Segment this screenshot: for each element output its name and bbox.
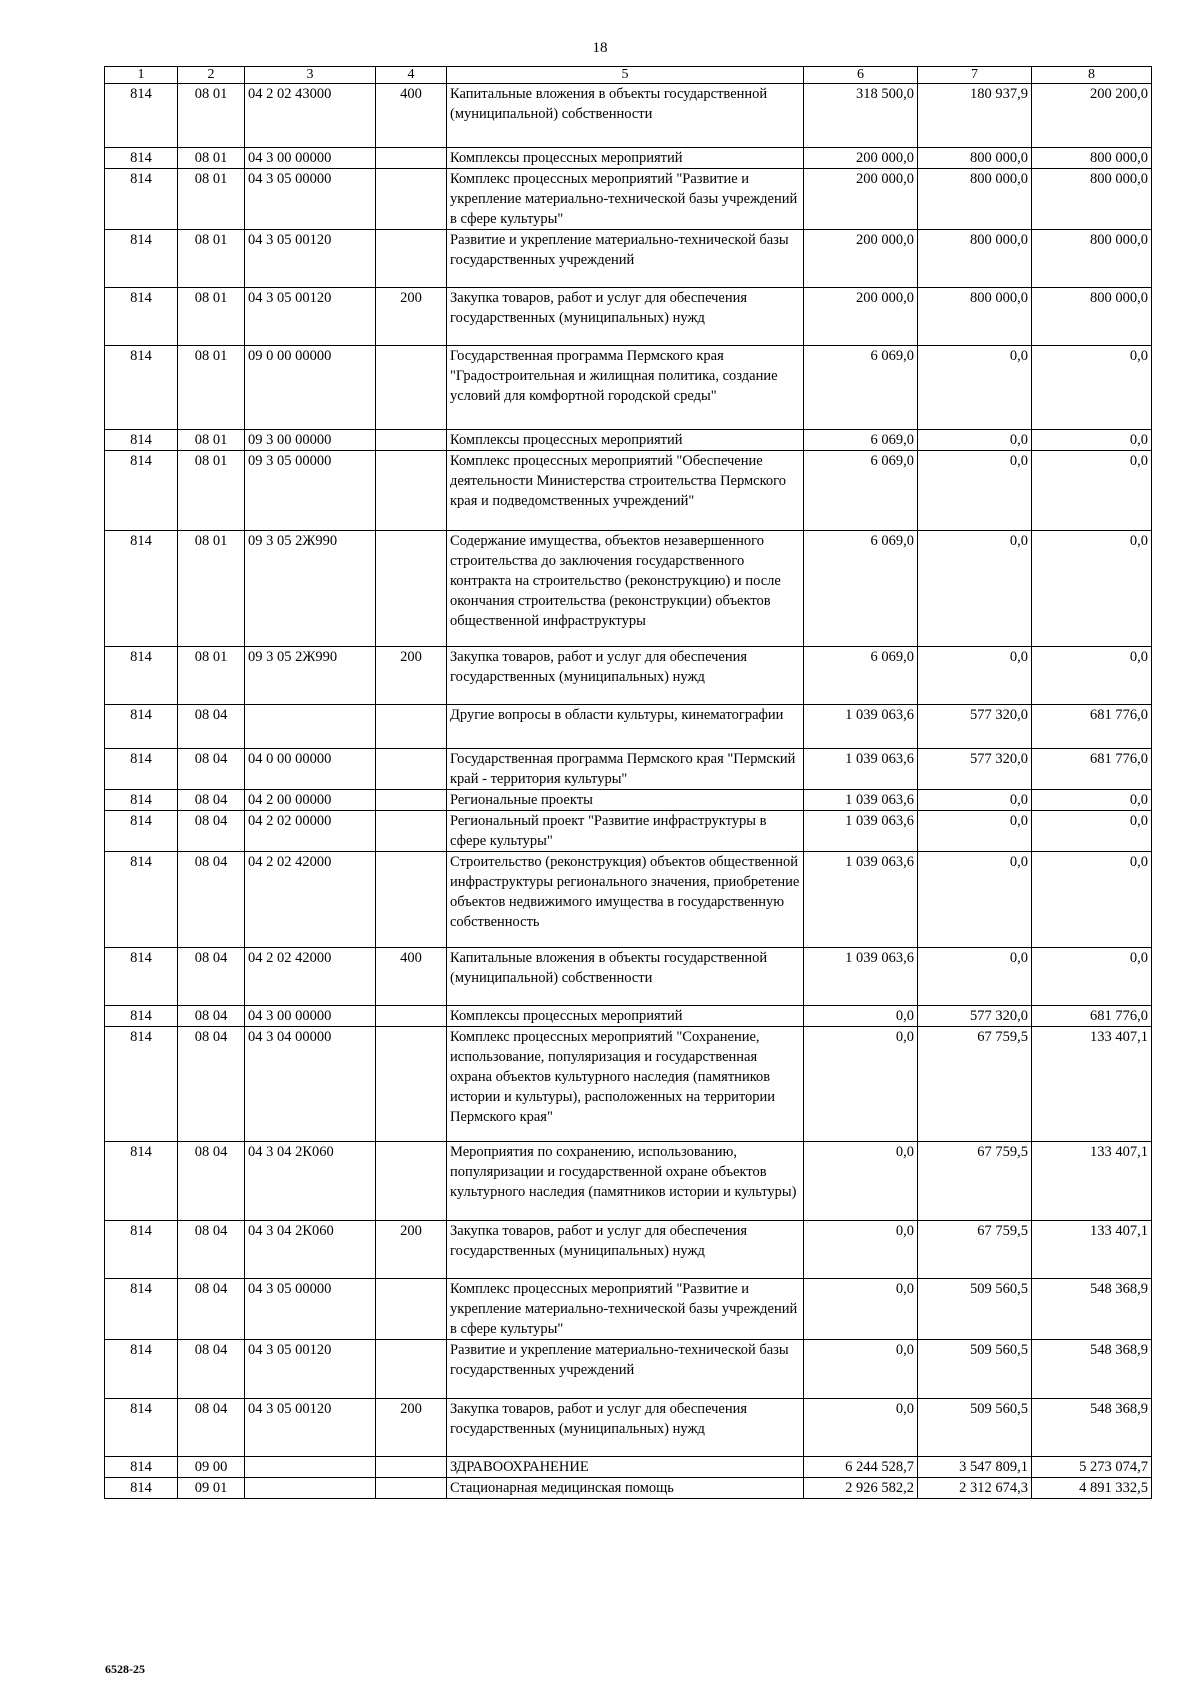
- cell-ministry-code: 814: [105, 811, 178, 852]
- cell-amount-col6: 0,0: [804, 1221, 918, 1279]
- cell-expense-type: [376, 790, 447, 811]
- cell-ministry-code: 814: [105, 230, 178, 288]
- cell-amount-col6: 6 069,0: [804, 430, 918, 451]
- table-body: [105, 84, 1152, 1499]
- cell-target-article: 04 2 02 00000: [245, 811, 376, 852]
- cell-section-code: 09 01: [178, 1478, 245, 1499]
- page-number: 18: [592, 40, 608, 56]
- cell-expense-type: 200: [376, 647, 447, 705]
- column-header: 6: [804, 67, 918, 84]
- cell-description: Региональные проекты: [447, 790, 804, 811]
- cell-expense-type: [376, 230, 447, 288]
- cell-amount-col8: 200 200,0: [1032, 84, 1152, 148]
- cell-amount-col8: 0,0: [1032, 852, 1152, 948]
- table-row: [105, 1399, 1152, 1457]
- column-header: 7: [918, 67, 1032, 84]
- cell-section-code: 08 04: [178, 790, 245, 811]
- table-row: [105, 84, 1152, 148]
- cell-description: Капитальные вложения в объекты государственной (муниципальной) собственности: [447, 84, 804, 148]
- column-header: 5: [447, 67, 804, 84]
- cell-section-code: 09 00: [178, 1457, 245, 1478]
- cell-section-code: 08 01: [178, 84, 245, 148]
- cell-section-code: 08 01: [178, 148, 245, 169]
- cell-description: ЗДРАВООХРАНЕНИЕ: [447, 1457, 804, 1478]
- table-row: [105, 430, 1152, 451]
- cell-expense-type: 400: [376, 84, 447, 148]
- cell-expense-type: [376, 346, 447, 430]
- cell-ministry-code: 814: [105, 749, 178, 790]
- cell-amount-col7: 800 000,0: [918, 148, 1032, 169]
- cell-amount-col7: 509 560,5: [918, 1399, 1032, 1457]
- cell-section-code: 08 04: [178, 1027, 245, 1142]
- cell-amount-col8: 0,0: [1032, 430, 1152, 451]
- cell-amount-col8: 5 273 074,7: [1032, 1457, 1152, 1478]
- cell-section-code: 08 04: [178, 852, 245, 948]
- cell-ministry-code: 814: [105, 430, 178, 451]
- cell-target-article: 09 3 05 2Ж990: [245, 531, 376, 647]
- table-row: [105, 705, 1152, 749]
- cell-amount-col8: 800 000,0: [1032, 230, 1152, 288]
- cell-amount-col8: 548 368,9: [1032, 1340, 1152, 1399]
- table-header-row: [105, 67, 1152, 84]
- cell-expense-type: [376, 811, 447, 852]
- cell-section-code: 08 01: [178, 288, 245, 346]
- table-row: [105, 148, 1152, 169]
- cell-target-article: 09 3 05 2Ж990: [245, 647, 376, 705]
- cell-expense-type: [376, 1457, 447, 1478]
- cell-description: Закупка товаров, работ и услуг для обеспечения государственных (муниципальных) нужд: [447, 1221, 804, 1279]
- cell-section-code: 08 04: [178, 1142, 245, 1221]
- cell-amount-col8: 0,0: [1032, 647, 1152, 705]
- cell-target-article: 04 3 05 00120: [245, 288, 376, 346]
- cell-amount-col6: 0,0: [804, 1142, 918, 1221]
- cell-description: Комплекс процессных мероприятий "Сохранение, использование, популяризация и государственная охрана объектов культурного наследия (памятников истории и культуры), расположенных на территории Пермского края": [447, 1027, 804, 1142]
- cell-section-code: 08 01: [178, 169, 245, 230]
- cell-amount-col6: 0,0: [804, 1027, 918, 1142]
- table-row: [105, 852, 1152, 948]
- cell-target-article: 09 0 00 00000: [245, 346, 376, 430]
- cell-amount-col7: 800 000,0: [918, 288, 1032, 346]
- cell-amount-col6: 200 000,0: [804, 169, 918, 230]
- cell-expense-type: [376, 1027, 447, 1142]
- cell-amount-col6: 200 000,0: [804, 230, 918, 288]
- cell-target-article: 04 0 00 00000: [245, 749, 376, 790]
- cell-amount-col6: 0,0: [804, 1279, 918, 1340]
- cell-amount-col6: 1 039 063,6: [804, 705, 918, 749]
- table-row: [105, 811, 1152, 852]
- cell-ministry-code: 814: [105, 1279, 178, 1340]
- cell-ministry-code: 814: [105, 346, 178, 430]
- cell-amount-col8: 681 776,0: [1032, 705, 1152, 749]
- table-row: [105, 451, 1152, 531]
- cell-target-article: 04 2 00 00000: [245, 790, 376, 811]
- cell-section-code: 08 04: [178, 1221, 245, 1279]
- cell-amount-col7: 0,0: [918, 346, 1032, 430]
- cell-description: Комплексы процессных мероприятий: [447, 1006, 804, 1027]
- cell-amount-col8: 0,0: [1032, 346, 1152, 430]
- cell-expense-type: [376, 1006, 447, 1027]
- cell-amount-col7: 0,0: [918, 948, 1032, 1006]
- cell-description: Комплексы процессных мероприятий: [447, 148, 804, 169]
- cell-amount-col6: 6 069,0: [804, 531, 918, 647]
- cell-description: Развитие и укрепление материально-технической базы государственных учреждений: [447, 230, 804, 288]
- cell-amount-col7: 800 000,0: [918, 169, 1032, 230]
- cell-expense-type: [376, 430, 447, 451]
- cell-amount-col6: 2 926 582,2: [804, 1478, 918, 1499]
- cell-section-code: 08 01: [178, 451, 245, 531]
- cell-expense-type: 200: [376, 1221, 447, 1279]
- table-row: [105, 169, 1152, 230]
- cell-description: Другие вопросы в области культуры, кинематографии: [447, 705, 804, 749]
- table-row: [105, 749, 1152, 790]
- cell-expense-type: [376, 148, 447, 169]
- cell-section-code: 08 01: [178, 647, 245, 705]
- cell-amount-col8: 681 776,0: [1032, 1006, 1152, 1027]
- table-row: [105, 531, 1152, 647]
- cell-amount-col7: 0,0: [918, 531, 1032, 647]
- cell-section-code: 08 01: [178, 430, 245, 451]
- cell-expense-type: [376, 169, 447, 230]
- cell-amount-col8: 548 368,9: [1032, 1399, 1152, 1457]
- cell-expense-type: [376, 852, 447, 948]
- cell-target-article: 09 3 00 00000: [245, 430, 376, 451]
- cell-ministry-code: 814: [105, 531, 178, 647]
- table-row: [105, 230, 1152, 288]
- cell-description: Закупка товаров, работ и услуг для обеспечения государственных (муниципальных) нужд: [447, 288, 804, 346]
- cell-amount-col7: 2 312 674,3: [918, 1478, 1032, 1499]
- cell-expense-type: [376, 531, 447, 647]
- cell-ministry-code: 814: [105, 1340, 178, 1399]
- cell-ministry-code: 814: [105, 169, 178, 230]
- cell-section-code: 08 04: [178, 948, 245, 1006]
- table-row: [105, 1279, 1152, 1340]
- cell-amount-col8: 0,0: [1032, 948, 1152, 1006]
- cell-description: Развитие и укрепление материально-технической базы государственных учреждений: [447, 1340, 804, 1399]
- cell-ministry-code: 814: [105, 852, 178, 948]
- cell-target-article: 04 3 04 2К060: [245, 1142, 376, 1221]
- cell-amount-col6: 6 069,0: [804, 346, 918, 430]
- cell-description: Мероприятия по сохранению, использованию, популяризации и государственной охране объектов культурного наследия (памятников истории и культуры): [447, 1142, 804, 1221]
- cell-amount-col7: 0,0: [918, 647, 1032, 705]
- table-row: [105, 1027, 1152, 1142]
- cell-amount-col6: 0,0: [804, 1006, 918, 1027]
- cell-amount-col8: 800 000,0: [1032, 288, 1152, 346]
- cell-ministry-code: 814: [105, 790, 178, 811]
- cell-ministry-code: 814: [105, 288, 178, 346]
- cell-amount-col8: 548 368,9: [1032, 1279, 1152, 1340]
- cell-amount-col6: 1 039 063,6: [804, 790, 918, 811]
- cell-amount-col7: 577 320,0: [918, 749, 1032, 790]
- cell-amount-col6: 0,0: [804, 1399, 918, 1457]
- cell-ministry-code: 814: [105, 1221, 178, 1279]
- cell-amount-col7: 509 560,5: [918, 1279, 1032, 1340]
- cell-section-code: 08 04: [178, 749, 245, 790]
- column-header: 4: [376, 67, 447, 84]
- column-header: 8: [1032, 67, 1152, 84]
- cell-section-code: 08 04: [178, 1340, 245, 1399]
- cell-amount-col6: 1 039 063,6: [804, 749, 918, 790]
- cell-target-article: [245, 1457, 376, 1478]
- cell-expense-type: 200: [376, 288, 447, 346]
- budget-table: [104, 66, 1152, 1499]
- cell-description: Комплекс процессных мероприятий "Развитие и укрепление материально-технической базы учреждений в сфере культуры": [447, 1279, 804, 1340]
- cell-amount-col8: 4 891 332,5: [1032, 1478, 1152, 1499]
- column-header: 2: [178, 67, 245, 84]
- cell-ministry-code: 814: [105, 1399, 178, 1457]
- cell-amount-col7: 180 937,9: [918, 84, 1032, 148]
- cell-expense-type: [376, 1279, 447, 1340]
- cell-description: Государственная программа Пермского края "Пермский край - территория культуры": [447, 749, 804, 790]
- cell-target-article: 04 2 02 43000: [245, 84, 376, 148]
- cell-ministry-code: 814: [105, 705, 178, 749]
- cell-amount-col7: 3 547 809,1: [918, 1457, 1032, 1478]
- table-row: [105, 1142, 1152, 1221]
- cell-ministry-code: 814: [105, 948, 178, 1006]
- table-row: [105, 790, 1152, 811]
- cell-section-code: 08 04: [178, 811, 245, 852]
- cell-target-article: 04 3 05 00120: [245, 230, 376, 288]
- cell-target-article: 04 3 05 00000: [245, 1279, 376, 1340]
- cell-amount-col8: 133 407,1: [1032, 1221, 1152, 1279]
- cell-amount-col7: 0,0: [918, 811, 1032, 852]
- cell-amount-col6: 6 069,0: [804, 451, 918, 531]
- cell-expense-type: [376, 451, 447, 531]
- cell-expense-type: [376, 749, 447, 790]
- cell-description: Региональный проект "Развитие инфраструктуры в сфере культуры": [447, 811, 804, 852]
- cell-ministry-code: 814: [105, 1457, 178, 1478]
- cell-section-code: 08 04: [178, 1006, 245, 1027]
- table-row: [105, 948, 1152, 1006]
- cell-target-article: 04 3 04 2К060: [245, 1221, 376, 1279]
- table-row: [105, 346, 1152, 430]
- cell-expense-type: [376, 1340, 447, 1399]
- cell-amount-col8: 681 776,0: [1032, 749, 1152, 790]
- cell-ministry-code: 814: [105, 1027, 178, 1142]
- cell-description: Капитальные вложения в объекты государственной (муниципальной) собственности: [447, 948, 804, 1006]
- cell-description: Комплексы процессных мероприятий: [447, 430, 804, 451]
- cell-description: Государственная программа Пермского края "Градостроительная и жилищная политика, создание условий для комфортной городской среды": [447, 346, 804, 430]
- cell-amount-col8: 0,0: [1032, 811, 1152, 852]
- cell-description: Комплекс процессных мероприятий "Развитие и укрепление материально-технической базы учреждений в сфере культуры": [447, 169, 804, 230]
- cell-amount-col7: 0,0: [918, 451, 1032, 531]
- cell-amount-col7: 67 759,5: [918, 1221, 1032, 1279]
- cell-amount-col8: 133 407,1: [1032, 1027, 1152, 1142]
- cell-expense-type: [376, 1478, 447, 1499]
- cell-amount-col8: 0,0: [1032, 451, 1152, 531]
- cell-amount-col8: 133 407,1: [1032, 1142, 1152, 1221]
- table-row: [105, 1457, 1152, 1478]
- cell-description: Строительство (реконструкция) объектов общественной инфраструктуры регионального значения, приобретение объектов недвижимого имущества в государственную собственность: [447, 852, 804, 948]
- cell-ministry-code: 814: [105, 647, 178, 705]
- cell-target-article: 04 3 05 00000: [245, 169, 376, 230]
- cell-amount-col6: 1 039 063,6: [804, 811, 918, 852]
- table-row: [105, 647, 1152, 705]
- cell-target-article: 04 3 00 00000: [245, 1006, 376, 1027]
- footer-document-code: 6528-25: [105, 1662, 145, 1676]
- cell-ministry-code: 814: [105, 84, 178, 148]
- cell-amount-col6: 318 500,0: [804, 84, 918, 148]
- cell-section-code: 08 01: [178, 531, 245, 647]
- cell-amount-col6: 1 039 063,6: [804, 948, 918, 1006]
- cell-amount-col7: 0,0: [918, 430, 1032, 451]
- cell-ministry-code: 814: [105, 1478, 178, 1499]
- cell-target-article: 09 3 05 00000: [245, 451, 376, 531]
- cell-expense-type: 400: [376, 948, 447, 1006]
- cell-section-code: 08 04: [178, 1279, 245, 1340]
- cell-section-code: 08 04: [178, 705, 245, 749]
- table-row: [105, 288, 1152, 346]
- cell-amount-col7: 67 759,5: [918, 1142, 1032, 1221]
- cell-section-code: 08 01: [178, 230, 245, 288]
- cell-target-article: [245, 1478, 376, 1499]
- cell-amount-col6: 0,0: [804, 1340, 918, 1399]
- cell-amount-col8: 0,0: [1032, 531, 1152, 647]
- table-row: [105, 1006, 1152, 1027]
- cell-expense-type: [376, 1142, 447, 1221]
- cell-ministry-code: 814: [105, 148, 178, 169]
- cell-description: Комплекс процессных мероприятий "Обеспечение деятельности Министерства строительства Пермского края и подведомственных учреждений": [447, 451, 804, 531]
- cell-target-article: 04 2 02 42000: [245, 852, 376, 948]
- cell-amount-col7: 0,0: [918, 790, 1032, 811]
- cell-expense-type: [376, 705, 447, 749]
- cell-target-article: [245, 705, 376, 749]
- cell-description: Содержание имущества, объектов незавершенного строительства до заключения государственного контракта на строительство (реконструкцию) и после окончания строительства (реконструкции) объектов общественной инфраструктуры: [447, 531, 804, 647]
- cell-amount-col7: 577 320,0: [918, 705, 1032, 749]
- cell-target-article: 04 3 05 00120: [245, 1340, 376, 1399]
- cell-description: Закупка товаров, работ и услуг для обеспечения государственных (муниципальных) нужд: [447, 1399, 804, 1457]
- cell-ministry-code: 814: [105, 451, 178, 531]
- column-header: 1: [105, 67, 178, 84]
- cell-amount-col8: 800 000,0: [1032, 148, 1152, 169]
- cell-target-article: 04 3 00 00000: [245, 148, 376, 169]
- table-row: [105, 1340, 1152, 1399]
- cell-section-code: 08 04: [178, 1399, 245, 1457]
- cell-amount-col7: 509 560,5: [918, 1340, 1032, 1399]
- cell-ministry-code: 814: [105, 1142, 178, 1221]
- cell-amount-col6: 6 244 528,7: [804, 1457, 918, 1478]
- cell-ministry-code: 814: [105, 1006, 178, 1027]
- cell-description: Стационарная медицинская помощь: [447, 1478, 804, 1499]
- cell-amount-col7: 0,0: [918, 852, 1032, 948]
- cell-amount-col6: 200 000,0: [804, 148, 918, 169]
- cell-amount-col6: 6 069,0: [804, 647, 918, 705]
- column-header: 3: [245, 67, 376, 84]
- cell-target-article: 04 3 05 00120: [245, 1399, 376, 1457]
- cell-amount-col8: 800 000,0: [1032, 169, 1152, 230]
- cell-description: Закупка товаров, работ и услуг для обеспечения государственных (муниципальных) нужд: [447, 647, 804, 705]
- cell-target-article: 04 2 02 42000: [245, 948, 376, 1006]
- cell-amount-col8: 0,0: [1032, 790, 1152, 811]
- cell-expense-type: 200: [376, 1399, 447, 1457]
- cell-amount-col6: 200 000,0: [804, 288, 918, 346]
- cell-target-article: 04 3 04 00000: [245, 1027, 376, 1142]
- cell-amount-col6: 1 039 063,6: [804, 852, 918, 948]
- table-row: [105, 1478, 1152, 1499]
- cell-amount-col7: 800 000,0: [918, 230, 1032, 288]
- cell-amount-col7: 577 320,0: [918, 1006, 1032, 1027]
- cell-section-code: 08 01: [178, 346, 245, 430]
- cell-amount-col7: 67 759,5: [918, 1027, 1032, 1142]
- table-row: [105, 1221, 1152, 1279]
